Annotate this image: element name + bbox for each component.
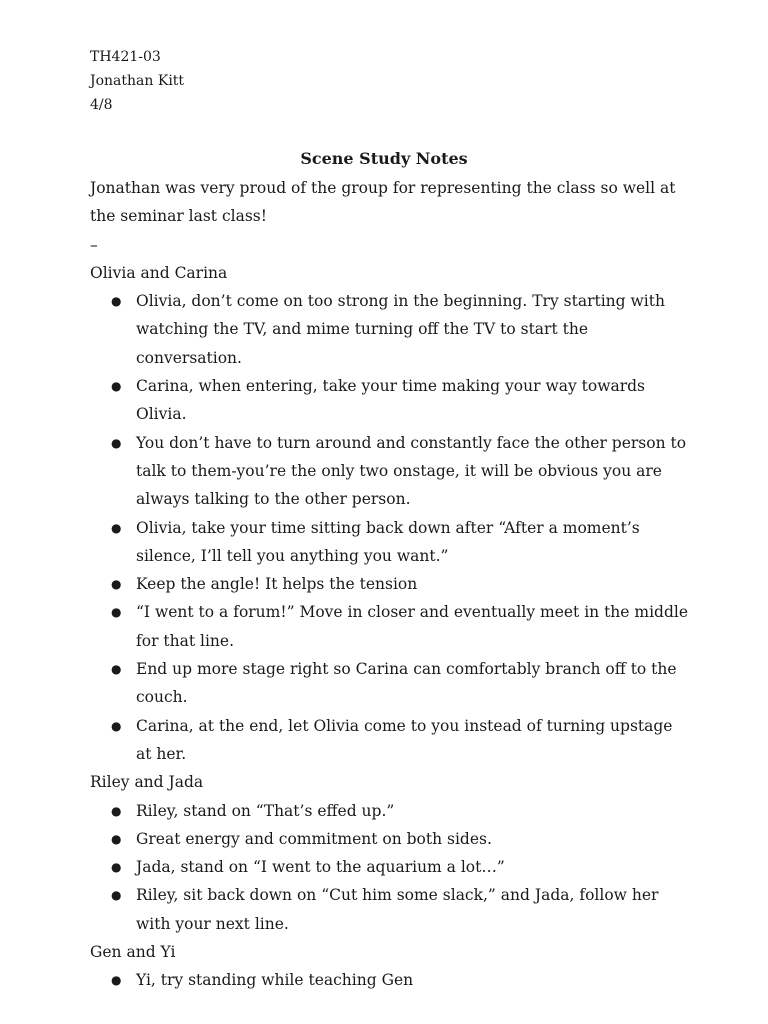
note-text: Olivia, take your time sitting back down after “After a moment’s silence, I’ll tell you anything you want.” <box>136 518 640 565</box>
course-code: TH421-03 <box>90 49 161 65</box>
author-name: Jonathan Kitt <box>90 73 185 89</box>
note-text: Carina, when entering, take your time making your way towards Olivia. <box>136 377 645 424</box>
bullet-icon: ● <box>111 803 122 818</box>
note-text: Riley, stand on “That’s effed up.” <box>136 801 395 820</box>
notes-list <box>90 797 690 938</box>
bullet-icon: ● <box>111 662 122 677</box>
note-item <box>90 570 690 598</box>
note-item <box>90 881 690 938</box>
note-item <box>90 797 690 825</box>
bullet-icon: ● <box>111 860 122 875</box>
note-item <box>90 825 690 853</box>
bullet-icon: ● <box>111 294 122 309</box>
bullet-icon: ● <box>111 718 122 733</box>
note-item <box>90 655 690 712</box>
note-item <box>90 598 690 655</box>
note-text: Jada, stand on “I went to the aquarium a lot…” <box>136 858 505 877</box>
bullet-icon: ● <box>111 435 122 450</box>
note-text: Yi, try standing while teaching Gen <box>136 971 414 990</box>
notes-list <box>90 966 690 994</box>
note-item <box>90 853 690 881</box>
note-text: “I went to a forum!” Move in closer and eventually meet in the middle for that line. <box>136 603 689 650</box>
bullet-icon: ● <box>111 379 122 394</box>
note-text: You don’t have to turn around and constantly face the other person to talk to them-you’re the only two onstage, it will be obvious you are always talking to the other person. <box>136 433 687 509</box>
note-text: Olivia, don’t come on too strong in the beginning. Try starting with watching the TV, and mime turning off the TV to start the conversation. <box>136 292 665 367</box>
bullet-icon: ● <box>111 973 122 988</box>
note-text: Great energy and commitment on both sides. <box>136 829 492 848</box>
note-item <box>90 429 690 514</box>
note-text: Keep the angle! It helps the tension <box>136 575 418 594</box>
group-title: Olivia and Carina <box>90 263 228 282</box>
note-text: End up more stage right so Carina can comfortably branch off to the couch. <box>136 660 677 707</box>
note-item <box>90 966 690 994</box>
notes-body <box>90 174 690 995</box>
document-date: 4/8 <box>90 97 113 113</box>
note-item <box>90 514 690 571</box>
bullet-icon: ● <box>111 888 122 903</box>
note-item <box>90 712 690 769</box>
page-title: Scene Study Notes <box>300 149 468 168</box>
bullet-icon: ● <box>111 520 122 535</box>
bullet-icon: ● <box>111 577 122 592</box>
groups-container <box>90 259 690 995</box>
note-text: Riley, sit back down on “Cut him some slack,” and Jada, follow her with your next line. <box>136 886 659 933</box>
separator-dash: – <box>90 235 98 254</box>
notes-list <box>90 287 690 768</box>
bullet-icon: ● <box>111 605 122 620</box>
bullet-icon: ● <box>111 831 122 846</box>
note-text: Carina, at the end, let Olivia come to you instead of turning upstage at her. <box>136 716 673 763</box>
note-item <box>90 372 690 429</box>
intro-paragraph: Jonathan was very proud of the group for representing the class so well at the seminar last class! <box>90 179 676 226</box>
group-title: Riley and Jada <box>90 773 204 792</box>
group-title: Gen and Yi <box>90 943 176 962</box>
note-item <box>90 287 690 372</box>
